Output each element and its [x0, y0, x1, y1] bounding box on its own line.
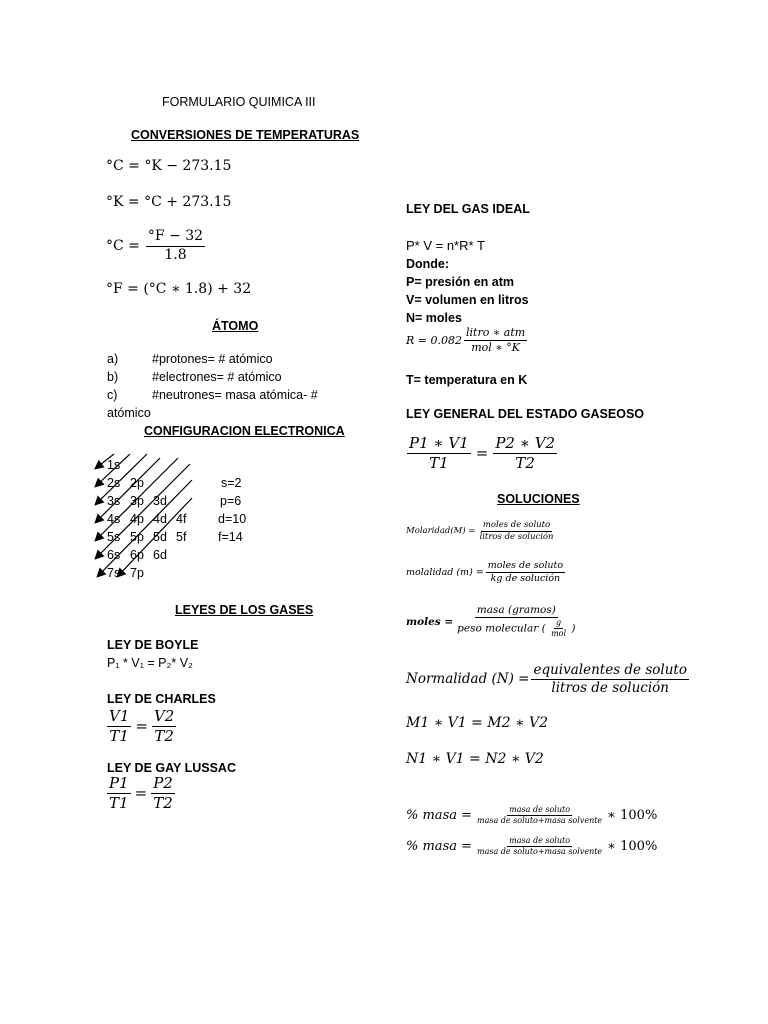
orbital-label: 7s — [107, 566, 121, 580]
fraction — [107, 707, 131, 746]
general-gas-law-heading: LEY GENERAL DEL ESTADO GASEOSO — [406, 407, 645, 421]
orbital-label: 5s — [107, 530, 121, 544]
fraction — [107, 774, 131, 813]
atom-item-c-letter: c) — [107, 388, 118, 402]
formula-k-from-c: °K = °C + 273.15 — [106, 194, 232, 210]
formula-lhs: Molaridad(M) = — [406, 526, 476, 537]
gay-lussac-heading: LEY DE GAY LUSSAC — [107, 761, 236, 775]
formula-c-from-k: °C = °K − 273.15 — [106, 158, 232, 174]
fraction — [549, 618, 568, 639]
pressure-definition: P= presión en atm — [406, 275, 515, 289]
fraction-numerator: masa de soluto — [509, 836, 571, 845]
capacity-d: d=10 — [218, 512, 247, 526]
ideal-gas-formula: P* V = n*R* T — [406, 238, 485, 253]
fraction — [493, 434, 557, 473]
formula-lhs: % masa = — [406, 839, 473, 854]
fraction — [455, 604, 577, 639]
fraction-denominator: 1.8 — [164, 246, 187, 263]
orbital-row-2 — [107, 476, 120, 490]
general-gas-law-formula — [405, 434, 559, 473]
fraction-numerator: masa de soluto — [509, 805, 571, 814]
fraction — [478, 520, 556, 542]
fraction-denominator — [455, 618, 577, 639]
moles-formula — [406, 604, 576, 639]
orbital-label: 3d — [153, 494, 167, 508]
volume-definition: V= volumen en litros — [406, 293, 529, 307]
fraction-numerator: V2 — [153, 707, 175, 725]
fraction — [146, 228, 205, 264]
formula-lhs: % masa = — [406, 808, 473, 823]
atom-item-b-text: #electrones= # atómico — [152, 370, 282, 384]
charles-heading: LEY DE CHARLES — [107, 692, 216, 706]
fraction-denominator: T2 — [515, 453, 535, 472]
orbital-label: 7p — [130, 566, 144, 580]
fraction-denominator: T1 — [109, 793, 129, 812]
orbital-label: 4d — [153, 512, 167, 526]
fraction-numerator: °F − 32 — [146, 228, 205, 247]
equals-sign: = — [475, 444, 489, 463]
molality-formula — [406, 560, 562, 585]
fraction-numerator: g — [555, 618, 562, 628]
fraction — [531, 662, 689, 697]
formula-c-from-f — [106, 228, 207, 264]
fraction-denominator: litros de solución — [551, 679, 669, 696]
capacity-s: s=2 — [221, 476, 242, 490]
capacity-p: p=6 — [220, 494, 242, 508]
gas-constant-formula — [406, 326, 529, 355]
fraction — [486, 560, 565, 585]
fraction-denominator: litros de solución — [479, 531, 554, 542]
orbital-label: 6d — [153, 548, 167, 562]
fraction — [152, 707, 176, 746]
fraction-denominator: T1 — [109, 726, 129, 745]
fraction-denominator: mol ∗ °K — [471, 340, 520, 354]
orbital-label: 4p — [130, 512, 144, 526]
formula-lhs: molalidad (m) = — [406, 566, 484, 578]
capacity-f: f=14 — [218, 530, 243, 544]
gas-laws-heading: LEYES DE LOS GASES — [175, 603, 314, 617]
formula-f-from-c: °F = (°C ∗ 1.8) + 32 — [106, 281, 252, 297]
formula-lhs: R = 0.082 — [406, 333, 462, 347]
orbital-label: 5f — [176, 530, 187, 544]
normality-formula — [406, 662, 687, 697]
mass-percent-formula — [406, 836, 657, 857]
orbital-label: 5p — [130, 530, 144, 544]
formula-tail: ∗ 100% — [607, 839, 658, 854]
atom-item-b-letter: b) — [107, 370, 119, 384]
orbital-label: 3p — [130, 494, 144, 508]
fraction-denominator: masa de soluto+masa solvente — [477, 816, 603, 825]
temperature-definition: T= temperatura en K — [406, 373, 528, 387]
fraction-numerator: P2 ∗ V2 — [495, 434, 556, 452]
mass-percent-formula — [406, 805, 657, 826]
temperature-heading: CONVERSIONES DE TEMPERATURAS — [131, 128, 360, 142]
fraction-numerator: masa (gramos) — [475, 604, 558, 618]
fraction-denominator: mol — [551, 629, 567, 639]
atom-item-c-continuation: atómico — [107, 406, 151, 420]
fraction-denominator: kg de solución — [490, 572, 561, 584]
ideal-gas-heading: LEY DEL GAS IDEAL — [406, 202, 530, 216]
formula-tail: ∗ 100% — [607, 808, 658, 823]
orbital-label: 4s — [107, 512, 121, 526]
fraction-numerator: P2 — [153, 774, 173, 792]
orbital-label: 1s — [107, 458, 121, 472]
charles-formula — [105, 707, 178, 746]
electron-config-heading: CONFIGURACION ELECTRONICA — [144, 424, 345, 438]
formula-lhs: Normalidad (N) = — [406, 671, 530, 688]
formula-lhs: °C = — [106, 238, 140, 254]
fraction-numerator: litro ∗ atm — [465, 326, 526, 339]
moles-definition: N= moles — [406, 311, 462, 325]
fraction-denominator: T1 — [429, 453, 449, 472]
atom-heading: ÁTOMO — [212, 319, 259, 333]
fraction — [464, 326, 527, 355]
fraction — [475, 805, 604, 826]
boyle-heading: LEY DE BOYLE — [107, 638, 199, 652]
molarity-formula — [406, 520, 562, 542]
fraction-numerator: equivalentes de soluto — [533, 662, 687, 678]
fraction-numerator: moles de soluto — [482, 520, 551, 530]
orbital-label: 4f — [176, 512, 187, 526]
denominator-text: peso molecular ( — [457, 622, 546, 635]
gay-lussac-formula — [105, 774, 177, 813]
orbital-label: 6s — [107, 548, 121, 562]
orbital-label: 2p — [130, 476, 144, 490]
donde-label: Donde: — [406, 257, 450, 271]
equals-sign: = — [134, 784, 148, 803]
equals-sign: = — [135, 717, 148, 736]
fraction-denominator: masa de soluto+masa solvente — [477, 847, 603, 856]
atom-item-a-letter: a) — [107, 352, 119, 366]
fraction — [475, 836, 604, 857]
denominator-text: ) — [571, 622, 576, 635]
fraction — [151, 774, 175, 813]
page-title: FORMULARIO QUIMICA III — [162, 95, 316, 109]
boyle-formula: P₁ * V₁ = P₂* V₂ — [107, 656, 193, 670]
fraction-numerator: P1 — [109, 774, 129, 792]
atom-item-a-text: #protones= # atómico — [152, 352, 273, 366]
solutions-heading: SOLUCIONES — [497, 492, 580, 506]
fraction-numerator: P1 ∗ V1 — [409, 434, 469, 452]
fraction-denominator: T2 — [153, 793, 173, 812]
fraction-numerator: moles de soluto — [487, 560, 564, 571]
molarity-dilution-formula: M1 ∗ V1 = M2 ∗ V2 — [406, 715, 548, 731]
orbital-label: 5d — [153, 530, 167, 544]
orbital-label: 3s — [107, 494, 121, 508]
orbital-label: 2s — [107, 476, 121, 490]
formula-lhs: moles = — [406, 615, 454, 628]
orbital-row-1 — [107, 458, 120, 472]
atom-item-c-text: #neutrones= masa atómica- # — [152, 388, 318, 402]
fraction — [407, 434, 471, 473]
normality-dilution-formula: N1 ∗ V1 = N2 ∗ V2 — [406, 751, 544, 767]
fraction-denominator: T2 — [154, 726, 174, 745]
diagonal-arrow — [96, 458, 160, 522]
fraction-numerator: V1 — [109, 707, 130, 725]
orbital-label: 6p — [130, 548, 144, 562]
